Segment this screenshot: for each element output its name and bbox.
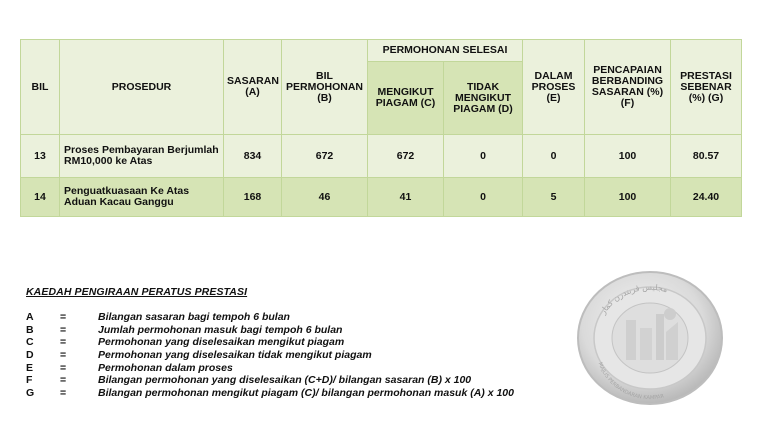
method-equals: = [60, 387, 67, 400]
method-equals: = [60, 361, 67, 374]
cell-pencapaian: 100 [585, 178, 671, 217]
cell-dalam-proses: 5 [523, 178, 585, 217]
method-equals: = [60, 311, 67, 323]
prosedur-line: Aduan Kacau Ganggu [64, 196, 174, 208]
cell-prestasi: 80.57 [671, 135, 742, 178]
calculation-method-section [26, 286, 514, 400]
method-equals: = [60, 323, 67, 336]
header-dalam-proses: DALAM PROSES (E) [523, 40, 585, 135]
cell-pencapaian: 100 [585, 135, 671, 178]
table-row [21, 135, 742, 178]
cell-prosedur [60, 135, 224, 178]
prosedur-line: Penguatkuasaan Ke Atas [64, 185, 190, 197]
header-bil-permohonan: BIL PERMOHONAN (B) [282, 40, 368, 135]
method-equals: = [60, 336, 67, 349]
header-prosedur: PROSEDUR [60, 40, 224, 135]
method-key: F [26, 374, 33, 387]
header-pencapaian: PENCAPAIAN BERBANDING SASARAN (%) (F) [585, 40, 671, 135]
method-equals: = [60, 349, 67, 362]
cell-dalam-proses: 0 [523, 135, 585, 178]
cell-bil: 14 [21, 178, 60, 217]
header-bil: BIL [21, 40, 60, 135]
header-tidak-mengikut-piagam: TIDAK MENGIKUT PIAGAM (D) [444, 62, 523, 135]
cell-sasaran: 168 [224, 178, 282, 217]
prosedur-line: RM10,000 ke Atas [64, 155, 153, 167]
method-item [26, 387, 514, 400]
performance-table [20, 39, 742, 217]
seal-text-bottom: MAJLIS PERBANDARAN KAMPAR [596, 361, 665, 402]
method-legend-list [26, 311, 514, 400]
method-description: Permohonan yang diselesaikan mengikut piagam [98, 336, 345, 349]
method-description: Bilangan permohonan mengikut piagam (C)/ bilangan permohonan masuk (A) x 100 [98, 387, 514, 400]
method-title: KAEDAH PENGIRAAN PERATUS PRESTASI [26, 286, 248, 298]
cell-bil-permohonan: 46 [282, 178, 368, 217]
header-permohonan-selesai: PERMOHONAN SELESAI [368, 40, 523, 62]
method-key: E [26, 361, 34, 374]
method-item [26, 324, 514, 337]
method-key: C [26, 336, 34, 349]
method-key: D [26, 349, 34, 362]
method-description: Bilangan permohonan yang diselesaikan (C+D)/ bilangan sasaran (B) x 100 [98, 374, 472, 387]
method-item [26, 336, 514, 349]
method-item [26, 362, 514, 375]
cell-bil: 13 [21, 135, 60, 178]
method-description: Bilangan sasaran bagi tempoh 6 bulan [98, 311, 290, 323]
method-item [26, 349, 514, 362]
cell-prestasi: 24.40 [671, 178, 742, 217]
method-key: G [26, 387, 35, 400]
prosedur-line: Proses Pembayaran Berjumlah [64, 144, 219, 156]
table-row [21, 178, 742, 217]
cell-bil-permohonan: 672 [282, 135, 368, 178]
cell-sasaran: 834 [224, 135, 282, 178]
method-equals: = [60, 374, 67, 387]
cell-tidak-mengikut-piagam: 0 [444, 135, 523, 178]
council-seal-watermark [566, 262, 732, 412]
cell-tidak-mengikut-piagam: 0 [444, 178, 523, 217]
header-sasaran: SASARAN (A) [224, 40, 282, 135]
seal-text-top: مجليس ڤربندرن كمار [598, 282, 669, 316]
cell-mengikut-piagam: 672 [368, 135, 444, 178]
cell-prosedur [60, 178, 224, 217]
method-key: B [26, 323, 34, 336]
method-item [26, 374, 514, 387]
header-mengikut-piagam: MENGIKUT PIAGAM (C) [368, 62, 444, 135]
method-description: Permohonan dalam proses [98, 361, 233, 374]
method-key: A [26, 311, 34, 323]
cell-mengikut-piagam: 41 [368, 178, 444, 217]
method-item [26, 311, 514, 324]
method-description: Jumlah permohonan masuk bagi tempoh 6 bulan [98, 323, 343, 336]
method-description: Permohonan yang diselesaikan tidak mengikut piagam [98, 349, 372, 362]
header-prestasi: PRESTASI SEBENAR (%) (G) [671, 40, 742, 135]
